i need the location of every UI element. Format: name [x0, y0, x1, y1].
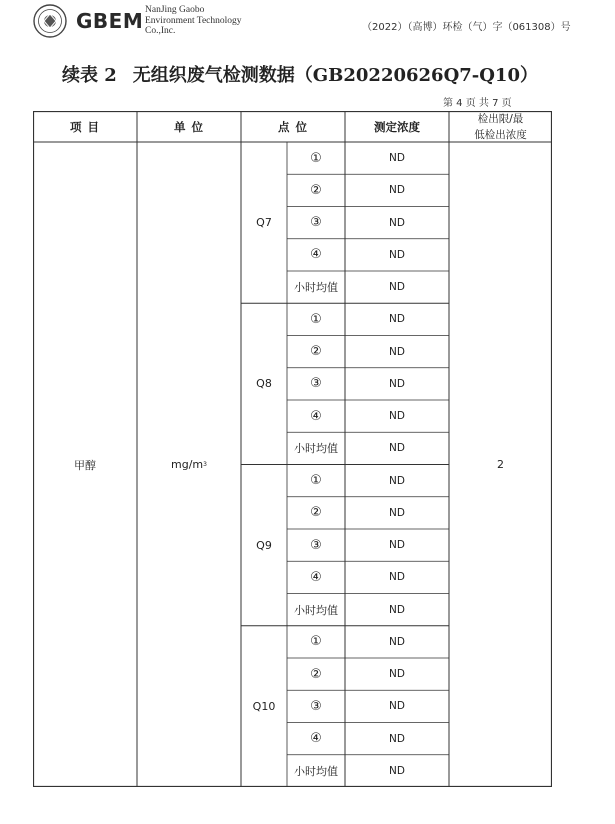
- table-title-main: 无组织废气检测数据（GB20220626Q7-Q10）: [132, 65, 538, 86]
- group-label: Q7: [256, 216, 272, 230]
- group-label: Q8: [256, 377, 272, 391]
- concentration-value: ND: [389, 571, 405, 584]
- concentration-value: ND: [389, 635, 405, 648]
- concentration-value: ND: [389, 506, 405, 519]
- header-limit-line-2: 低检出浓度: [474, 128, 527, 141]
- concentration-value: ND: [389, 474, 405, 487]
- point-label: ④: [310, 408, 322, 424]
- table-title: [62, 61, 538, 87]
- group-label: Q10: [252, 699, 276, 713]
- header-item: 项 目: [69, 119, 100, 134]
- point-label: ②: [310, 344, 322, 360]
- concentration-value: ND: [389, 539, 405, 552]
- concentration-value: ND: [389, 152, 405, 165]
- concentration-value: ND: [389, 184, 405, 197]
- point-label: ①: [310, 150, 322, 166]
- point-label: 小时均值: [294, 764, 338, 778]
- point-label: ①: [310, 311, 322, 327]
- point-label: ②: [310, 666, 322, 682]
- page-header: [0, 0, 615, 48]
- concentration-value: ND: [389, 668, 405, 681]
- header-concentration: 测定浓度: [374, 119, 420, 134]
- point-label: 小时均值: [294, 442, 338, 456]
- group-label: Q9: [256, 538, 272, 552]
- company-seal-icon: [33, 4, 67, 38]
- point-label: 小时均值: [294, 281, 338, 295]
- point-label: ③: [310, 376, 322, 392]
- header-unit: 单 位: [173, 119, 204, 134]
- company-name: [145, 5, 242, 37]
- concentration-value: ND: [389, 732, 405, 745]
- concentration-value: ND: [389, 700, 405, 713]
- data-table: [33, 111, 552, 787]
- point-label: ③: [310, 215, 322, 231]
- concentration-value: ND: [389, 281, 405, 294]
- point-label: ④: [310, 569, 322, 585]
- concentration-value: ND: [389, 313, 405, 326]
- point-label: ②: [310, 182, 322, 198]
- unit-value: [137, 142, 241, 787]
- page-info: 第 4 页 共 7 页: [443, 98, 512, 109]
- concentration-value: ND: [389, 764, 405, 777]
- concentration-value: ND: [389, 442, 405, 455]
- header-limit: [449, 111, 552, 142]
- point-label: ④: [310, 247, 322, 263]
- company-line-1: NanJing Gaobo: [145, 5, 205, 15]
- table-title-prefix: 续表 2: [62, 65, 117, 86]
- concentration-value: ND: [389, 345, 405, 358]
- point-label: 小时均值: [294, 603, 338, 617]
- point-label: ③: [310, 698, 322, 714]
- header-point: 点 位: [277, 119, 308, 134]
- concentration-value: ND: [389, 216, 405, 229]
- point-label: ①: [310, 634, 322, 650]
- unit-base: mg/m: [171, 458, 204, 471]
- concentration-value: ND: [389, 410, 405, 423]
- concentration-value: ND: [389, 603, 405, 616]
- concentration-value: ND: [389, 248, 405, 261]
- company-line-3: Co.,Inc.: [145, 26, 176, 36]
- header-limit-line-1: 检出限/最: [477, 112, 524, 125]
- item-name: 甲醇: [74, 458, 96, 472]
- point-label: ④: [310, 731, 322, 747]
- point-label: ①: [310, 473, 322, 489]
- unit-superscript: 3: [203, 461, 207, 468]
- logo-text: GBEM: [76, 9, 144, 33]
- limit-value: 2: [497, 458, 504, 471]
- point-label: ③: [310, 537, 322, 553]
- concentration-value: ND: [389, 377, 405, 390]
- company-line-2: Environment Technology: [145, 15, 242, 26]
- point-label: ②: [310, 505, 322, 521]
- document-number: （2022）（高博）环检（气）字（061308）号: [362, 22, 571, 33]
